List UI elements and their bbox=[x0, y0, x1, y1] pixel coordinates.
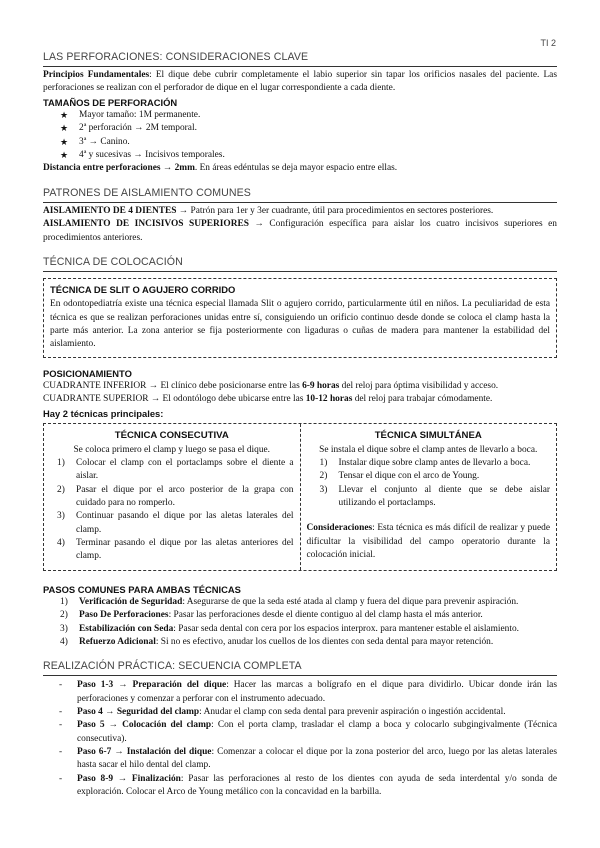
pattern-incisors bbox=[43, 218, 557, 245]
sequence-step-label: Paso 8-9 → Finalización bbox=[77, 773, 181, 784]
considerations-label: Consideraciones bbox=[306, 523, 373, 534]
sequence-step-label: Paso 5 → Colocación del clamp bbox=[77, 720, 212, 731]
two-techniques-title: Hay 2 técnicas principales: bbox=[43, 407, 164, 419]
consecutive-column bbox=[44, 424, 300, 570]
slit-technique-text: En odontopediatría existe una técnica especial llamada Slit o agujero corrido, particularmente útil en niños. La peculiaridad de esta técnica es que se realizan perforaciones unidas entre sí, consiguiendo un orificio continuo desde donde se coloca el clamp hasta la parte más anterior. La zona anterior se fija posteriormente con ligaduras o cuñas de madera para mantener la estabilidad del aislamiento. bbox=[50, 299, 550, 350]
sequence-step-text: : Con el porta clamp, trasladar el clamp a boca y colocarlo subgingivalmente (Técnica consecutiva). bbox=[77, 720, 557, 744]
size-item: ★ 3ª → Canino. bbox=[60, 136, 557, 149]
consecutive-step-text: Continuar pasando el dique por las aletas laterales del clamp. bbox=[76, 511, 294, 535]
principios-text: : El dique debe cubrir completamente el labio superior sin tapar los orificios nasales del paciente. Las perforaciones se realizan con el perforador de dique en el lugar correspondiente a cada diente. bbox=[43, 70, 557, 94]
consecutive-step: 1) Colocar el clamp con el portaclamps sobre el diente a aislar. bbox=[57, 457, 294, 482]
sequence-list bbox=[43, 679, 557, 799]
principios-label: Principios Fundamentales bbox=[43, 70, 150, 81]
positioning-upper bbox=[43, 393, 557, 406]
pattern-4-teeth bbox=[43, 205, 557, 218]
consecutive-intro: Se coloca primero el clamp y luego se pasa el dique. bbox=[73, 444, 271, 455]
section-title-tecnica: TÉCNICA DE COLOCACIÓN bbox=[43, 255, 557, 272]
consecutive-step: 4) Terminar pasando el dique por las aletas anteriores del clamp. bbox=[57, 537, 294, 562]
simultaneous-steps bbox=[307, 457, 551, 510]
common-step-text: : Si no es efectivo, anudar los cuellos de los dientes con seda dental para mayor retención. bbox=[155, 637, 494, 648]
consecutive-step: 3) Continuar pasando el dique por las aletas laterales del clamp. bbox=[57, 511, 294, 535]
pattern-4-text: Patrón para 1er y 3er cuadrante, útil para procedimientos en sectores posteriores. bbox=[188, 205, 494, 216]
sequence-step bbox=[57, 719, 557, 746]
sequence-step bbox=[57, 773, 557, 800]
section-title-perforaciones: LAS PERFORACIONES: CONSIDERACIONES CLAVE bbox=[43, 50, 557, 67]
common-step bbox=[53, 596, 557, 609]
positioning-lower-c: del reloj para óptima visibilidad y acceso. bbox=[339, 380, 499, 391]
consecutive-step-text: Terminar pasando el dique por las aletas anteriores del clamp. bbox=[76, 537, 294, 562]
simultaneous-intro: Se instala el dique sobre el clamp antes de llevarlo a boca. bbox=[319, 444, 538, 455]
sequence-step-label: Paso 6-7 → Instalación del dique bbox=[77, 747, 212, 758]
common-step-label: Verificación de Seguridad bbox=[79, 597, 183, 608]
principios-paragraph bbox=[43, 69, 557, 96]
common-step-text: : Pasar las perforaciones desde el diente contiguo al del clamp hasta el más anterior. bbox=[168, 610, 483, 621]
page-content bbox=[43, 34, 557, 800]
common-step-number: 1) bbox=[60, 597, 68, 608]
consecutive-title: TÉCNICA CONSECUTIVA bbox=[114, 429, 229, 441]
considerations-text: : Esta técnica es más difícil de realizar y puede dificultar la visibilidad del campo operatorio durante la colocación inicial. bbox=[306, 523, 550, 560]
common-step-number: 4) bbox=[60, 637, 68, 648]
simultaneous-title: TÉCNICA SIMULTÁNEA bbox=[374, 429, 482, 441]
common-step bbox=[53, 636, 557, 649]
slit-technique-box bbox=[43, 278, 557, 358]
distance-paragraph bbox=[43, 162, 557, 175]
sequence-step-label: Paso 1-3 → Preparación del dique bbox=[77, 680, 227, 691]
sequence-step bbox=[57, 746, 557, 773]
sequence-step-text: : Pasar las perforaciones al resto de los dientes con ayuda de seda interdental y/o sonda de exploración. Colocar el Arco de Young metálico con la concavidad en la barbilla. bbox=[77, 773, 557, 798]
slit-technique-title: TÉCNICA DE SLIT O AGUJERO CORRIDO bbox=[50, 283, 236, 295]
simultaneous-column bbox=[300, 424, 557, 570]
pattern-incisors-label: AISLAMIENTO DE INCISIVOS SUPERIORES → bbox=[43, 219, 264, 230]
simultaneous-step: 1) Instalar dique sobre clamp antes de llevarlo a boca. bbox=[319, 457, 531, 468]
sequence-step-text: : Comenzar a colocar el dique por la zona posterior del arco, luego por las aletas laterales hasta sacar el hilo dental del clamp. bbox=[77, 747, 557, 771]
simultaneous-step-text: Instalar dique sobre clamp antes de llevarlo a boca. bbox=[338, 457, 531, 468]
consecutive-step-text: Colocar el clamp con el portaclamps sobre el diente a aislar. bbox=[76, 457, 294, 482]
consecutive-step-text: Pasar el dique por el arco posterior de la grapa con cuidado para no romperlo. bbox=[76, 484, 294, 508]
simultaneous-step: 2) Tensar el dique con el arco de Young. bbox=[319, 471, 480, 482]
consecutive-step: 2) Pasar el dique por el arco posterior de la grapa con cuidado para no romperlo. bbox=[57, 484, 294, 508]
common-steps-list bbox=[43, 596, 557, 649]
positioning-upper-hours: 10-12 horas bbox=[305, 394, 353, 405]
pattern-4-label: AISLAMIENTO DE 4 DIENTES → bbox=[43, 205, 189, 216]
common-step-label: Refuerzo Adicional bbox=[79, 637, 156, 648]
common-step-text: : Asegurarse de que la seda esté atada al clamp y fuera del dique para prevenir aspiración. bbox=[182, 597, 519, 608]
positioning-upper-c: del reloj para trabajar cómodamente. bbox=[352, 394, 493, 405]
positioning-lower-hours: 6-9 horas bbox=[302, 380, 340, 391]
common-steps-title: PASOS COMUNES PARA AMBAS TÉCNICAS bbox=[43, 583, 241, 595]
size-item: ★ 2ª perforación → 2M temporal. bbox=[60, 122, 557, 135]
common-step bbox=[53, 623, 557, 636]
sizes-title: TAMAÑOS DE PERFORACIÓN bbox=[43, 96, 178, 108]
section-title-realizacion: REALIZACIÓN PRÁCTICA: SECUENCIA COMPLETA bbox=[43, 659, 557, 676]
considerations bbox=[307, 522, 551, 562]
sequence-step-label: Paso 4 → Seguridad del clamp bbox=[77, 707, 200, 718]
sequence-step bbox=[57, 679, 557, 706]
size-item: ★ Mayor tamaño: 1M permanente. bbox=[60, 109, 557, 122]
positioning-lower-a: CUADRANTE INFERIOR → El clínico debe posicionarse entre las bbox=[43, 380, 303, 391]
distance-text: . En áreas edéntulas se deja mayor espacio entre ellas. bbox=[194, 163, 398, 174]
sequence-step-text: : Hacer las marcas a bolígrafo en el dique para dividirlo. Ubicar donde irán las perforaciones y comenzar a perforar con el instrumento adecuado. bbox=[77, 680, 557, 704]
page-number: TI 2 bbox=[540, 38, 556, 48]
simultaneous-step: 3) Llevar el conjunto al diente que se debe aislar utilizando el portaclamps. bbox=[319, 484, 550, 508]
distance-label: Distancia entre perforaciones → 2mm bbox=[43, 163, 195, 174]
common-step-number: 3) bbox=[60, 623, 68, 634]
positioning-title: POSICIONAMIENTO bbox=[43, 367, 132, 379]
sizes-list bbox=[43, 109, 557, 162]
positioning-lower bbox=[43, 380, 557, 393]
sequence-step-text: : Anudar el clamp con seda dental para prevenir aspiración o ingestión accidental. bbox=[199, 707, 506, 718]
size-item: ★ 4ª y sucesivas → Incisivos temporales. bbox=[60, 149, 557, 162]
sequence-step bbox=[57, 706, 557, 719]
positioning-upper-a: CUADRANTE SUPERIOR → El odontólogo debe ubicarse entre las bbox=[43, 394, 306, 405]
simultaneous-step-text: Tensar el dique con el arco de Young. bbox=[338, 471, 480, 482]
common-step bbox=[53, 609, 557, 622]
common-step-number: 2) bbox=[60, 610, 68, 621]
simultaneous-step-text: Llevar el conjunto al diente que se debe aislar utilizando el portaclamps. bbox=[338, 484, 550, 508]
consecutive-steps bbox=[50, 457, 294, 564]
techniques-table bbox=[43, 423, 557, 571]
common-step-label: Paso De Perforaciones bbox=[79, 610, 169, 621]
common-step-text: : Pasar seda dental con cera por los espacios interprox. para mantener estable el aislamiento. bbox=[173, 623, 519, 634]
pattern-incisors-text: Configuración específica para aislar los cuatro incisivos superiores en procedimientos anteriores. bbox=[43, 219, 557, 243]
section-title-patrones: PATRONES DE AISLAMIENTO COMUNES bbox=[43, 186, 557, 203]
common-step-label: Estabilización con Seda bbox=[79, 623, 174, 634]
